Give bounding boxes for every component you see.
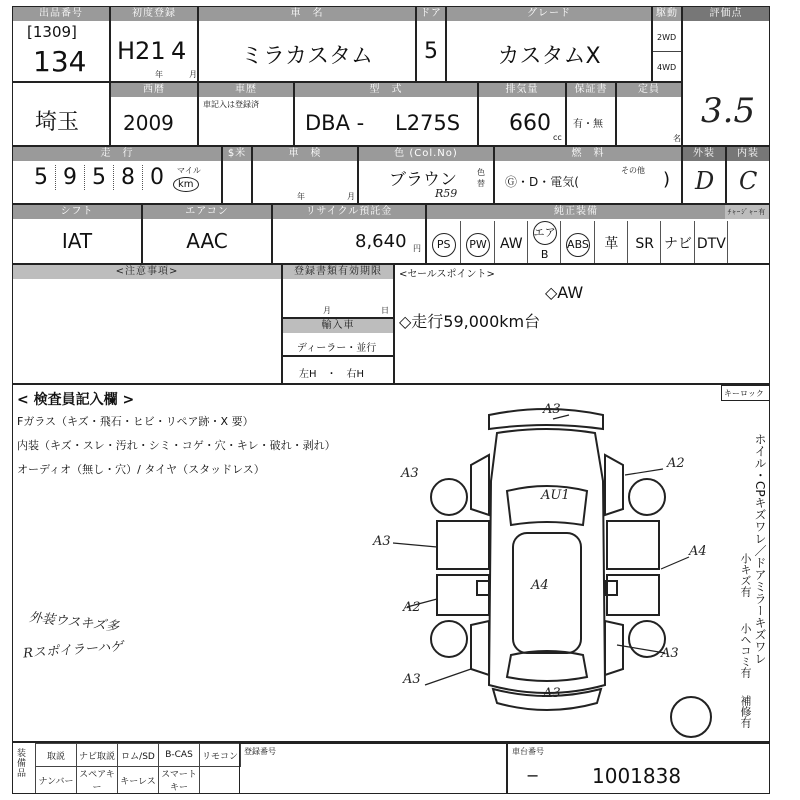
spare-wheel xyxy=(671,697,711,737)
mileage-unit-km: km xyxy=(173,177,199,192)
interior-cell xyxy=(726,146,770,204)
leader-line xyxy=(617,645,665,653)
mileage-digit: 9 xyxy=(56,165,85,190)
drive-2wd: 2WD xyxy=(657,33,677,42)
fender-fl xyxy=(471,455,489,515)
shaken-header: 車 検 xyxy=(253,147,357,161)
recycle-header: リサイクル預託金 xyxy=(273,205,425,219)
shift-header: シフト xyxy=(13,205,141,219)
score-cell xyxy=(682,6,770,146)
nox-header: $米ト xyxy=(223,147,251,161)
capacity-unit: 名 xyxy=(673,134,681,143)
color-header: 色 (Col.No) xyxy=(359,147,493,161)
damage-mark: A3 xyxy=(543,686,561,701)
sales-point-1: ◇AW xyxy=(545,283,584,302)
model-prefix: DBA - xyxy=(305,111,365,135)
sales-point-2: ◇走行59,000km台 xyxy=(399,312,541,331)
car-name: ミラカスタム xyxy=(240,44,373,69)
chassis-dash: − xyxy=(526,766,540,785)
car-damage-diagram xyxy=(13,385,770,742)
car-name-header: 車 名 xyxy=(199,7,415,21)
equipment-item xyxy=(427,221,460,264)
equipment-item xyxy=(494,221,528,264)
reg-expiry-cell xyxy=(282,264,394,318)
equipment-item xyxy=(560,221,594,264)
leader-line xyxy=(661,557,689,569)
equip-checkbox-top: B-CAS xyxy=(159,744,200,767)
inspector-line-1: Fガラス（キズ・飛石・ヒビ・リペア跡・X 要） xyxy=(17,415,254,428)
equipment-label: 革 xyxy=(604,236,619,252)
auction-sheet xyxy=(12,6,770,794)
equipment-item xyxy=(594,221,628,264)
equipment-item xyxy=(627,221,661,264)
door-header: ドア xyxy=(417,7,445,21)
equip-checkbox-bottom: ナンバー xyxy=(36,767,77,794)
inspector-line-3: オーディオ（無し・穴）/ タイヤ（スタッドレス） xyxy=(17,463,265,476)
equipment-label: SR xyxy=(635,236,654,252)
disp-unit: cc xyxy=(553,133,562,142)
prefecture: 埼玉 xyxy=(35,110,80,135)
month-unit: 月 xyxy=(189,70,197,79)
equip-checkbox-top: ナビ取説 xyxy=(77,744,118,767)
displacement: 660 xyxy=(509,111,551,136)
mileage-digit: 0 xyxy=(150,165,164,190)
shaken-year: 年 xyxy=(297,192,305,201)
reg-day: 日 xyxy=(381,306,389,315)
equip-checkbox-top: ロム/SD xyxy=(118,744,159,767)
drive-cell xyxy=(652,6,682,82)
western-header: 西暦 xyxy=(111,83,197,97)
damage-mark: A3 xyxy=(401,466,419,481)
year-unit: 年 xyxy=(155,70,163,79)
color-cell xyxy=(358,146,494,204)
recycle-cell xyxy=(272,204,426,264)
equip-checkbox-bottom: スマートキー xyxy=(159,767,200,794)
ac-header: エアコン xyxy=(143,205,271,219)
drive-divider xyxy=(653,51,681,52)
equipment-label: エアB xyxy=(533,221,557,245)
reg-month: 4 xyxy=(171,37,187,65)
history-cell xyxy=(198,82,294,146)
leader-line xyxy=(625,469,663,475)
damage-mark: AU1 xyxy=(541,488,570,503)
equip-items-table xyxy=(35,743,241,794)
fuel-cell xyxy=(494,146,682,204)
chassis-header: 車台番号 xyxy=(512,747,544,756)
warranty-cell xyxy=(566,82,616,146)
equipment-label: ナビ xyxy=(663,236,692,252)
ac-cell xyxy=(142,204,272,264)
grade: カスタムX xyxy=(497,44,601,69)
damage-mark: A3 xyxy=(373,534,391,549)
equipment-item xyxy=(527,221,561,264)
sales-header: <セールスポイント> xyxy=(399,269,495,280)
fender-fr xyxy=(605,455,623,515)
history-note: 車記入は登録済 xyxy=(203,100,259,109)
fuel-options: Ⓖ・D・電気( xyxy=(505,175,579,189)
equipment-item xyxy=(694,221,728,264)
handle-side: 左H ・ 右H xyxy=(299,369,365,380)
quarter-rr xyxy=(605,621,623,675)
equip-checkbox-top: リモコン xyxy=(200,744,241,767)
exterior-cell xyxy=(682,146,726,204)
warranty: 有・無 xyxy=(573,119,603,130)
reg-expiry-header: 登録書類有効期限 xyxy=(283,265,393,279)
drive-header: 駆動 xyxy=(653,7,681,21)
import-value: ディーラー・並行 xyxy=(297,343,377,354)
equipment-item-dtv xyxy=(727,221,770,264)
side-small-2: 小ヘコミ有 xyxy=(739,623,752,678)
fuel-header: 燃 料 xyxy=(495,147,681,161)
equip-checkbox-bottom: キーレス xyxy=(118,767,159,794)
handwritten-note-2: Rスポイラーハゲ xyxy=(22,639,124,662)
first-reg-cell xyxy=(110,6,198,82)
shift: IAT xyxy=(61,229,93,253)
door-fr xyxy=(607,521,659,569)
disp-header: 排気量 xyxy=(479,83,565,97)
exterior-header: 外装 xyxy=(683,147,725,161)
shaken-cell xyxy=(252,146,358,204)
doors: 5 xyxy=(424,39,438,64)
nox-cell xyxy=(222,146,252,204)
equip-header: 純正装備 xyxy=(427,205,725,219)
reg-number-cell xyxy=(239,743,507,794)
roof xyxy=(513,533,581,653)
caution-cell xyxy=(12,264,282,384)
damage-mark: A3 xyxy=(543,402,561,417)
fuel-other: その他 xyxy=(621,166,645,175)
score: 3.5 xyxy=(701,91,756,131)
mileage-header: 走 行 xyxy=(13,147,221,161)
damage-mark: A3 xyxy=(661,646,679,661)
rear-window xyxy=(507,651,587,681)
handle-cell xyxy=(282,356,394,384)
damage-mark: A4 xyxy=(689,544,707,559)
door-fl xyxy=(437,521,489,569)
car-name-cell xyxy=(198,6,416,82)
capacity-header: 定員 xyxy=(617,83,681,97)
equipment-label: AW xyxy=(499,236,523,252)
grade-header: グレード xyxy=(447,7,651,21)
reg-no-header: 登録番号 xyxy=(244,747,276,756)
inspector-header: < 検査員記入欄 > xyxy=(17,392,135,408)
damage-mark: A2 xyxy=(403,600,421,615)
import-header: 輸入車 xyxy=(283,319,393,333)
turbo-label: ﾁｬｰｼﾞｬｰ有 xyxy=(725,205,769,219)
grade-cell xyxy=(446,6,652,82)
import-cell xyxy=(282,318,394,356)
side-repair: 補修有 xyxy=(739,695,752,728)
wheel-fl xyxy=(431,479,467,515)
pref-cell xyxy=(12,82,110,146)
shaken-month: 月 xyxy=(347,192,355,201)
recycle-unit: 円 xyxy=(413,244,421,253)
inspector-line-2: 内装（キズ・スレ・汚れ・シミ・コゲ・穴・キレ・破れ・剥れ） xyxy=(17,439,336,452)
chassis-cell xyxy=(507,743,770,794)
equip-checkbox-bottom: スペアキー xyxy=(77,767,118,794)
model-cell xyxy=(294,82,478,146)
door-cell xyxy=(416,6,446,82)
damage-mark: A2 xyxy=(667,456,685,471)
side-small-1: 小キズ有 xyxy=(739,553,752,597)
mirror-left xyxy=(477,581,489,595)
wheel-rl xyxy=(431,621,467,657)
score-header: 評価点 xyxy=(683,7,769,21)
equipment-label: ABS xyxy=(566,233,590,257)
model-code: L275S xyxy=(395,111,461,135)
western-year-cell xyxy=(110,82,198,146)
equipment-cell xyxy=(426,204,770,264)
sales-point-cell xyxy=(394,264,770,384)
lot-number-cell xyxy=(12,6,110,82)
capacity-cell xyxy=(616,82,682,146)
wheel-fr xyxy=(629,479,665,515)
equip-items-header: 装備品 xyxy=(17,749,27,779)
ac: AAC xyxy=(186,229,228,253)
exterior-grade: D xyxy=(695,167,715,195)
shift-cell xyxy=(12,204,142,264)
interior-grade: C xyxy=(739,167,758,195)
equipment-item xyxy=(460,221,494,264)
interior-header: 内装 xyxy=(727,147,769,161)
reg-month: 月 xyxy=(323,306,331,315)
color: ブラウン xyxy=(389,170,457,190)
era-year: H21 xyxy=(117,37,166,65)
handwritten-note-1: 外装ウスキズ多 xyxy=(28,610,120,635)
mileage-digit: 8 xyxy=(114,165,143,190)
leader-line xyxy=(393,543,437,547)
caution-header: <注意事項> xyxy=(13,265,281,279)
inspector-area xyxy=(12,384,770,742)
mileage-cell xyxy=(12,146,222,204)
equip-checkbox-top: 取説 xyxy=(36,744,77,767)
recycle-fee: 8,640 xyxy=(355,231,407,252)
color-change: 色替 xyxy=(477,168,485,188)
mileage-digit: 5 xyxy=(85,165,114,190)
history-header: 車歴 xyxy=(199,83,293,97)
key-lock-label: キーロック xyxy=(724,389,764,398)
lot-number: 134 xyxy=(33,45,87,78)
drive-4wd: 4WD xyxy=(657,63,677,72)
warranty-header: 保証書 xyxy=(567,83,615,97)
displacement-cell xyxy=(478,82,566,146)
mileage-digits xyxy=(27,165,171,190)
quarter-rl xyxy=(471,621,489,675)
mileage-digit: 5 xyxy=(27,165,56,190)
equipment-label: PW xyxy=(466,233,490,257)
chassis-number: 1001838 xyxy=(592,764,682,788)
damage-mark: A3 xyxy=(403,672,421,687)
equipment-label: DTV xyxy=(696,236,726,252)
western-year: 2009 xyxy=(123,111,174,135)
color-code: R59 xyxy=(435,187,458,200)
lot-header: 出品番号 xyxy=(13,7,109,21)
side-text: ホイル・CPキズワレ／ドアミラーキズワレ xyxy=(753,433,767,665)
lot-bracket: [1309] xyxy=(27,23,77,41)
leader-line xyxy=(425,669,471,685)
footer xyxy=(12,742,770,794)
model-header: 型 式 xyxy=(295,83,477,97)
mileage-unit-miles: マイル xyxy=(177,166,201,175)
equipment-item xyxy=(660,221,694,264)
equipment-label: PS xyxy=(432,233,456,257)
fuel-close: ) xyxy=(663,169,671,190)
damage-mark: A4 xyxy=(531,578,549,593)
first-reg-header: 初度登録 xyxy=(111,7,197,21)
